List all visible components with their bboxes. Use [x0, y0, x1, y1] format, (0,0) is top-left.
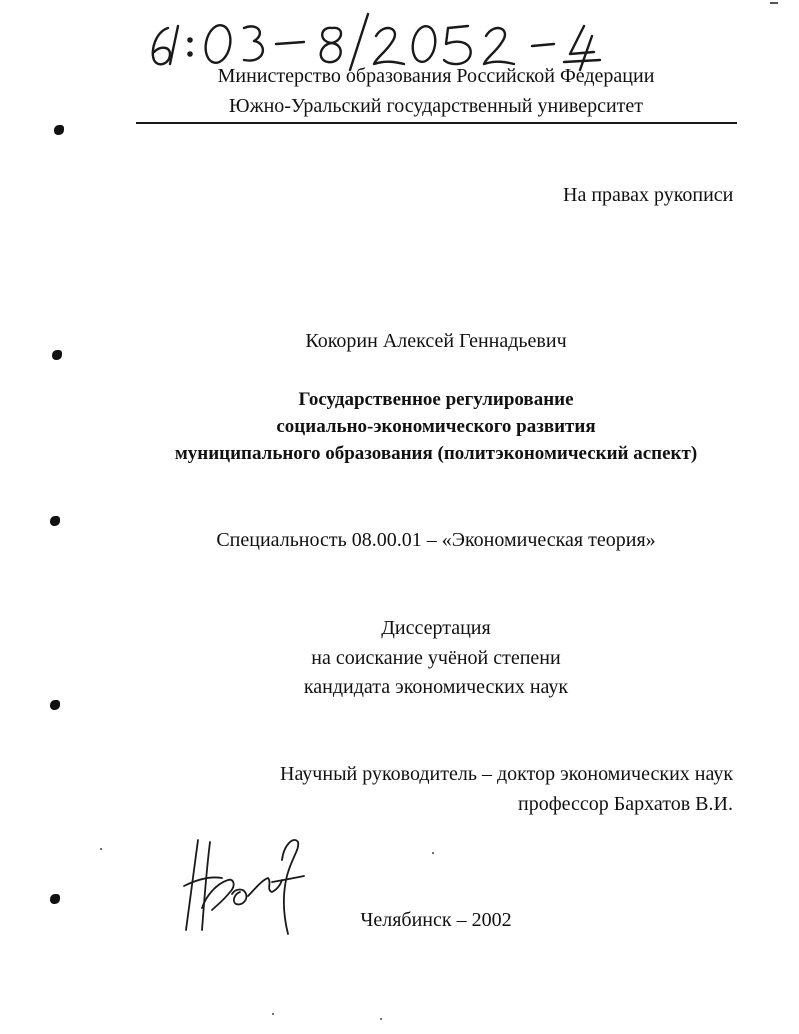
degree-line-3: кандидата экономических наук — [303, 676, 569, 698]
margin-mark — [50, 700, 60, 710]
scan-mark — [770, 2, 778, 4]
city-year: Челябинск – 2002 — [360, 909, 512, 931]
supervisor-line-2: профессор Бархатов В.И. — [518, 793, 733, 815]
author-name: Кокорин Алексей Геннадьевич — [305, 330, 567, 352]
specialty-line: Специальность 08.00.01 – «Экономическая теория» — [216, 529, 656, 551]
margin-mark — [50, 894, 60, 904]
degree-line-1: Диссертация — [381, 617, 491, 639]
margin-mark — [52, 350, 62, 360]
scan-speck — [100, 848, 102, 850]
handwritten-archive-code — [140, 10, 620, 72]
ministry-heading: Министерство образования Российской Федерации — [217, 65, 655, 87]
title-line-2: социально-экономического развития — [276, 416, 596, 437]
header-divider — [136, 122, 737, 124]
title-line-3: муниципального образования (политэкономический аспект) — [174, 443, 698, 464]
scan-speck — [272, 1013, 274, 1015]
scan-speck — [380, 1018, 382, 1020]
margin-mark — [50, 516, 60, 526]
university-heading: Южно-Уральский государственный университет — [228, 95, 644, 117]
margin-mark — [54, 125, 64, 135]
supervisor-line-1: Научный руководитель – доктор экономических наук — [280, 763, 734, 785]
degree-line-2: на соискание учёной степени — [311, 647, 561, 669]
manuscript-note: На правах рукописи — [563, 184, 734, 206]
scan-speck — [432, 852, 434, 854]
title-line-1: Государственное регулирование — [298, 389, 574, 410]
